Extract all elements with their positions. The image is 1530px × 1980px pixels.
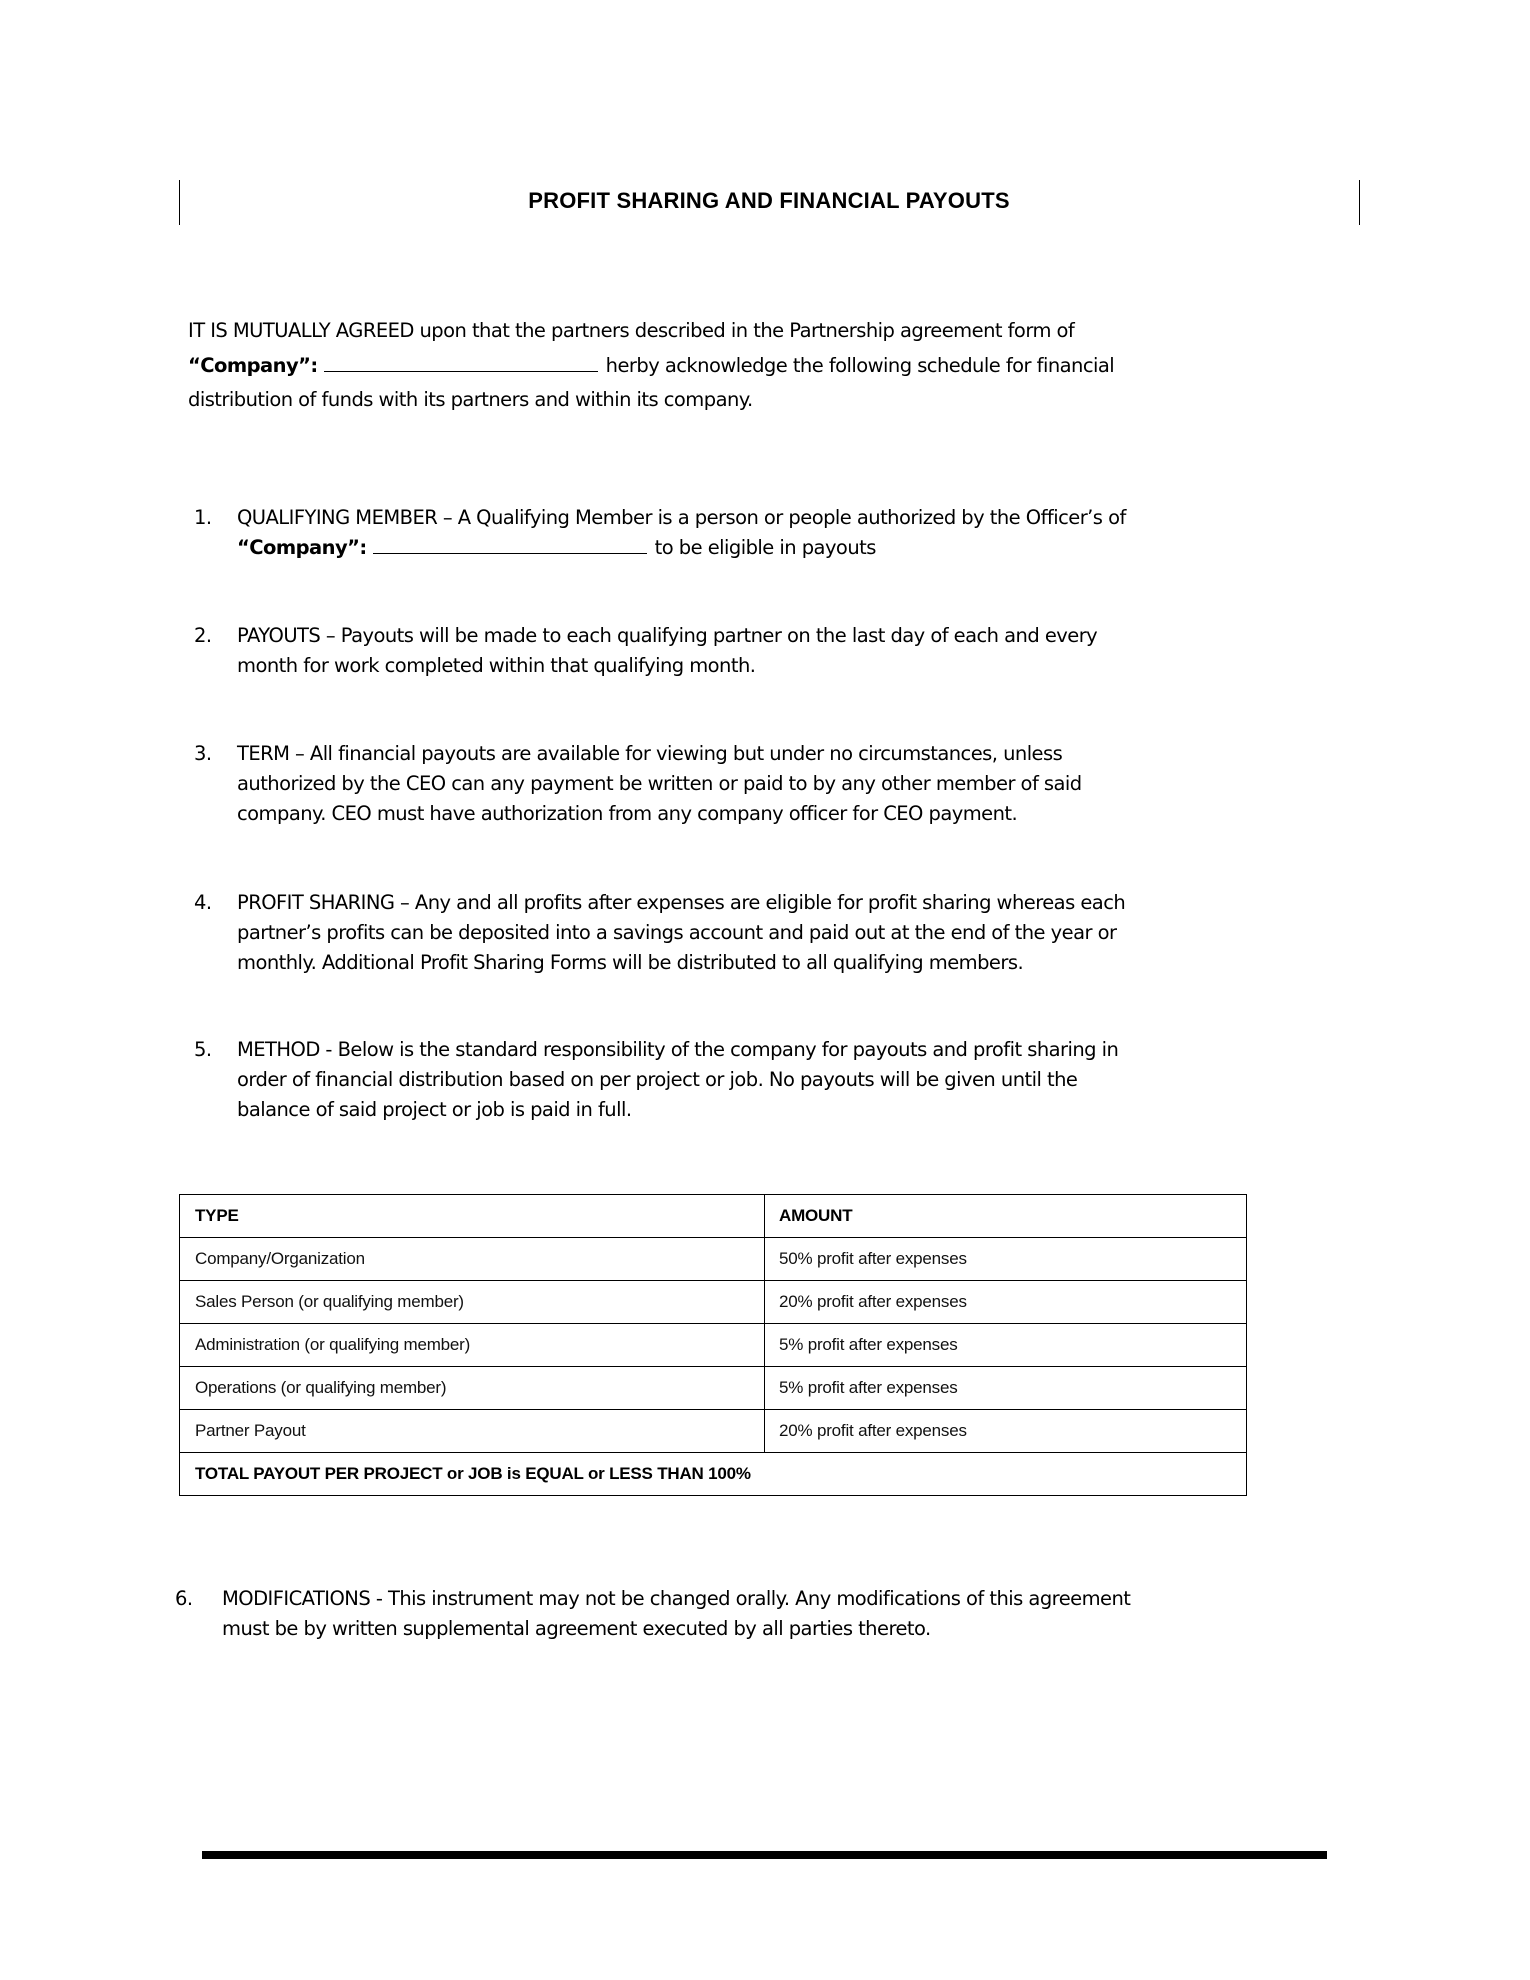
total-payout-note: TOTAL PAYOUT PER PROJECT or JOB is EQUAL or LESS THAN 100% — [180, 1453, 1247, 1496]
list-item-line: MODIFICATIONS - This instrument may not be changed orally. Any modifications of this agreement — [222, 1587, 1131, 1610]
intro-line-2-text: herby acknowledge the following schedule for financial — [605, 353, 1115, 377]
cell-type: Administration (or qualifying member) — [180, 1324, 765, 1367]
list-item-line — [237, 533, 1126, 563]
company-name-blank-field[interactable] — [373, 533, 647, 554]
list-item-line: partner’s profits can be deposited into a savings account and paid out at the end of the year or — [237, 921, 1117, 944]
right-margin-bar — [1359, 180, 1360, 225]
table-row — [180, 1324, 1247, 1367]
list-item-line: must be by written supplemental agreement executed by all parties thereto. — [222, 1617, 931, 1640]
list-item-line: balance of said project or job is paid in full. — [237, 1098, 632, 1121]
list-item-text: to be eligible in payouts — [654, 536, 876, 559]
list-item-number: 3. — [194, 742, 212, 765]
column-header-amount: AMOUNT — [765, 1195, 1247, 1238]
list-item-line: QUALIFYING MEMBER – A Qualifying Member is a person or people authorized by the Officer’s of — [237, 506, 1126, 529]
table-total-row — [180, 1453, 1247, 1496]
table-row — [180, 1367, 1247, 1410]
payout-schedule-table — [179, 1194, 1247, 1496]
cell-amount: 5% profit after expenses — [765, 1367, 1247, 1410]
footer-rule — [202, 1851, 1327, 1859]
list-item-number: 1. — [194, 506, 212, 529]
company-name-blank-field[interactable] — [324, 351, 598, 372]
intro-line-1: IT IS MUTUALLY AGREED upon that the partners described in the Partnership agreement form of — [188, 319, 1075, 342]
list-item-line: PAYOUTS – Payouts will be made to each qualifying partner on the last day of each and every — [237, 624, 1098, 647]
cell-type: Sales Person (or qualifying member) — [180, 1281, 765, 1324]
list-item-line: company. CEO must have authorization from any company officer for CEO payment. — [237, 802, 1018, 825]
table-row — [180, 1410, 1247, 1453]
cell-type: Company/Organization — [180, 1238, 765, 1281]
list-item-line: monthly. Additional Profit Sharing Forms will be distributed to all qualifying members. — [237, 951, 1024, 974]
cell-amount: 5% profit after expenses — [765, 1324, 1247, 1367]
cell-amount: 20% profit after expenses — [765, 1281, 1247, 1324]
list-item-number: 5. — [194, 1038, 212, 1061]
list-item-line: authorized by the CEO can any payment be written or paid to by any other member of said — [237, 772, 1082, 795]
table-row — [180, 1281, 1247, 1324]
document-title: PROFIT SHARING AND FINANCIAL PAYOUTS — [528, 188, 1010, 213]
list-item-number: 6. — [175, 1587, 193, 1610]
intro-line-2 — [188, 349, 1114, 384]
list-item-line: METHOD - Below is the standard responsibility of the company for payouts and profit sharing in — [237, 1038, 1119, 1061]
list-item-number: 4. — [194, 891, 212, 914]
cell-amount: 20% profit after expenses — [765, 1410, 1247, 1453]
company-label: “Company”: — [188, 353, 318, 377]
intro-paragraph — [188, 314, 1114, 418]
intro-line-3: distribution of funds with its partners and within its company. — [188, 388, 753, 411]
list-item-line: month for work completed within that qualifying month. — [237, 654, 756, 677]
cell-type: Operations (or qualifying member) — [180, 1367, 765, 1410]
list-item-line: PROFIT SHARING – Any and all profits after expenses are eligible for profit sharing whereas each — [237, 891, 1126, 914]
company-label: “Company”: — [237, 536, 367, 559]
list-item-line: order of financial distribution based on per project or job. No payouts will be given until the — [237, 1068, 1078, 1091]
table-row — [180, 1238, 1247, 1281]
list-item-line: TERM – All financial payouts are available for viewing but under no circumstances, unless — [237, 742, 1063, 765]
cell-amount: 50% profit after expenses — [765, 1238, 1247, 1281]
column-header-type: TYPE — [180, 1195, 765, 1238]
list-item-number: 2. — [194, 624, 212, 647]
table-header-row — [180, 1195, 1247, 1238]
cell-type: Partner Payout — [180, 1410, 765, 1453]
